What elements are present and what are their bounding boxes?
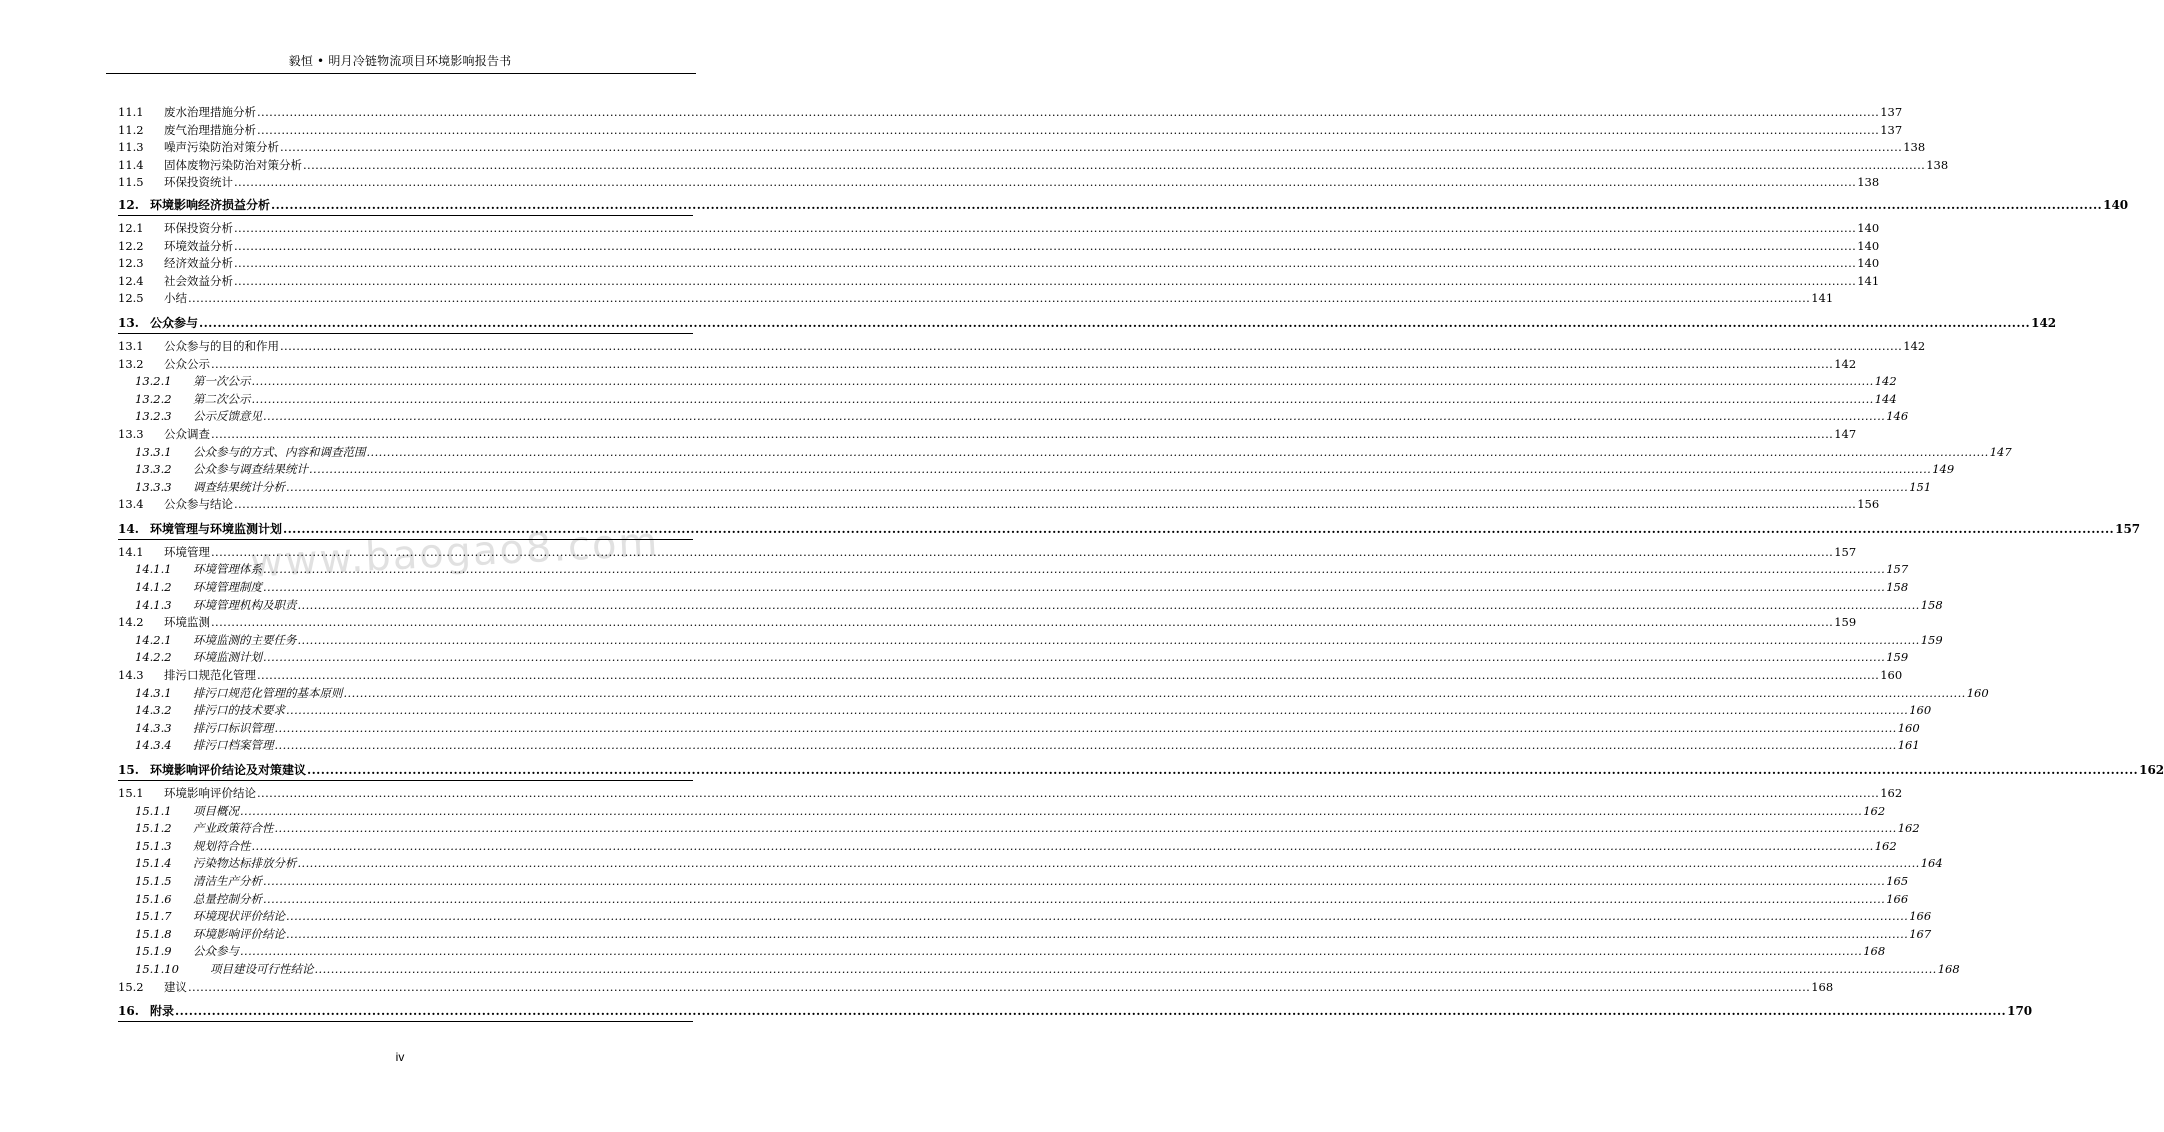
toc-dot-leader: ................................................................................................................................................................................................................................................................................................................................................................................................................: [314, 961, 1937, 976]
toc-entry-number: 13.1: [118, 338, 144, 353]
toc-entry-page: 159: [1886, 650, 1909, 665]
toc-entry-number: 15.1.4: [135, 856, 172, 871]
toc-entry[interactable]: [118, 139, 1926, 157]
toc-entry-page: 161: [1897, 738, 1920, 753]
toc-entry[interactable]: [118, 104, 1903, 122]
toc-entry-page: 162: [2139, 763, 2164, 777]
toc-entry[interactable]: [118, 979, 1834, 997]
toc-dot-leader: ................................................................................................................................................................................................................................................................................................................................................................................................................: [257, 122, 1880, 137]
toc-entry-number: 14.2.2: [135, 650, 172, 665]
toc-dot-leader: ................................................................................................................................................................................................................................................................................................................................................................................................................: [251, 374, 1874, 389]
toc-dot-leader: ................................................................................................................................................................................................................................................................................................................................................................................................................: [211, 544, 1834, 559]
page-number: iv: [395, 1050, 405, 1064]
toc-entry-page: 157: [1886, 562, 1909, 577]
toc-dot-leader: ................................................................................................................................................................................................................................................................................................................................................................................................................: [280, 338, 1903, 353]
toc-dot-leader: ................................................................................................................................................................................................................................................................................................................................................................................................................: [286, 703, 1909, 718]
toc-entry-title: 排污口规范化管理的基本原则: [193, 685, 343, 700]
toc-entry-title: 排污口档案管理: [193, 738, 274, 753]
toc-dot-leader: ................................................................................................................................................................................................................................................................................................................................................................................................................: [309, 462, 1932, 477]
toc-entry-title: 排污口规范化管理: [164, 668, 256, 683]
toc-entry[interactable]: [118, 926, 1932, 944]
toc-entry-title: 产业政策符合性: [193, 821, 274, 836]
toc-entry-page: 160: [1966, 685, 1989, 700]
toc-dot-leader: ................................................................................................................................................................................................................................................................................................................................................................................................................: [263, 409, 1886, 424]
toc-dot-leader: ................................................................................................................................................................................................................................................................................................................................................................................................................: [240, 803, 1863, 818]
toc-entry-title: 噪声污染防治对策分析: [164, 140, 279, 155]
toc-entry-page: 151: [1909, 479, 1932, 494]
toc-entry-page: 138: [1926, 157, 1949, 172]
toc-entry-number: 13.3: [118, 426, 144, 441]
toc-entry[interactable]: [118, 338, 1926, 356]
toc-entry[interactable]: [118, 873, 1909, 891]
toc-entry-page: 160: [1897, 720, 1920, 735]
toc-entry-title: 社会效益分析: [164, 273, 233, 288]
toc-entry-title: 调查结果统计分析: [193, 479, 285, 494]
toc-entry[interactable]: [118, 685, 1989, 703]
toc-dot-leader: ................................................................................................................................................................................................................................................................................................................................................................................................................: [286, 926, 1909, 941]
toc-dot-leader: ................................................................................................................................................................................................................................................................................................................................................................................................................: [234, 497, 1857, 512]
toc-entry-page: 167: [1909, 926, 1932, 941]
toc-entry-page: 137: [1880, 105, 1903, 119]
toc-dot-leader: ................................................................................................................................................................................................................................................................................................................................................................................................................: [251, 838, 1874, 853]
toc-entry-title: 环境影响评价结论: [164, 786, 256, 800]
toc-entry-number: 15.1.7: [135, 909, 172, 924]
toc-dot-leader: ................................................................................................................................................................................................................................................................................................................................................................................................................: [263, 562, 1886, 577]
toc-dot-leader: ................................................................................................................................................................................................................................................................................................................................................................................................................: [234, 256, 1857, 271]
toc-entry-number: 13.2: [118, 356, 144, 371]
toc-entry-title: 建议: [164, 979, 187, 994]
toc-entry-title: 环境管理体系: [193, 562, 262, 577]
toc-entry-title: 废气治理措施分析: [164, 122, 256, 137]
toc-entry-title: 环境监测计划: [193, 650, 262, 665]
toc-entry[interactable]: [118, 855, 1943, 873]
toc-entry-page: 168: [1811, 979, 1834, 994]
toc-entry-title: 环保投资分析: [164, 220, 233, 235]
toc-entry-title: 废水治理措施分析: [164, 105, 256, 119]
toc-entry[interactable]: [118, 373, 1897, 391]
toc-entry-number: 15.2: [118, 979, 144, 994]
toc-entry-number: 14.: [118, 521, 139, 536]
toc-entry-number: 12.2: [118, 238, 144, 253]
toc-entry-number: 15.1.9: [135, 944, 172, 959]
toc-entry[interactable]: [118, 561, 1909, 579]
toc-entry-number: 15.1.2: [135, 821, 172, 836]
toc-entry[interactable]: [118, 238, 1880, 256]
toc-entry[interactable]: [118, 122, 1903, 140]
toc-entry[interactable]: [118, 426, 1857, 444]
toc-entry-number: 16.: [118, 1004, 139, 1019]
toc-entry[interactable]: [118, 195, 2129, 216]
toc-entry-title: 公众参与: [193, 944, 239, 959]
toc-entry[interactable]: [118, 544, 1857, 562]
toc-entry[interactable]: [118, 1001, 2033, 1022]
toc-entry-number: 13.3.2: [135, 462, 172, 477]
toc-entry-number: 14.1.2: [135, 580, 172, 595]
toc-entry-page: 162: [1863, 803, 1886, 818]
toc-entry-number: 14.3.3: [135, 720, 172, 735]
toc-dot-leader: ................................................................................................................................................................................................................................................................................................................................................................................................................: [234, 220, 1857, 235]
toc-entry-title: 排污口标识管理: [193, 720, 274, 735]
toc-entry[interactable]: [118, 838, 1897, 856]
toc-dot-leader: ................................................................................................................................................................................................................................................................................................................................................................................................................: [343, 685, 1966, 700]
toc-entry-title: 环保投资统计: [164, 175, 233, 190]
toc-entry[interactable]: [118, 519, 2141, 540]
toc-dot-leader: ................................................................................................................................................................................................................................................................................................................................................................................................................: [234, 238, 1857, 253]
watermark: www.baogao8.com: [249, 519, 661, 587]
toc-entry-title: 第二次公示: [193, 391, 251, 406]
toc-dot-leader: ................................................................................................................................................................................................................................................................................................................................................................................................................: [307, 763, 2139, 777]
toc-entry-number: 14.2.1: [135, 632, 172, 647]
toc-entry-title: 公众调查: [164, 426, 210, 441]
toc-entry[interactable]: [118, 891, 1909, 909]
toc-entry-page: 147: [1834, 426, 1857, 441]
toc-entry[interactable]: [118, 273, 1880, 291]
toc-entry-title: 环境影响评价结论: [193, 926, 285, 941]
toc-dot-leader: ................................................................................................................................................................................................................................................................................................................................................................................................................: [240, 944, 1863, 959]
toc-dot-leader: ................................................................................................................................................................................................................................................................................................................................................................................................................: [234, 273, 1857, 288]
toc-entry[interactable]: [118, 313, 2057, 334]
toc-entry-number: 14.3: [118, 668, 144, 683]
toc-entry-page: 140: [1857, 256, 1880, 271]
toc-dot-leader: ................................................................................................................................................................................................................................................................................................................................................................................................................: [366, 444, 1989, 459]
toc-entry-number: 14.3.1: [135, 685, 172, 700]
toc-entry-page: 159: [1920, 632, 1943, 647]
page-header: 毅恒 • 明月冷链物流项目环境影响报告书: [288, 54, 512, 68]
toc-entry-number: 11.1: [118, 105, 144, 119]
toc-dot-leader: ................................................................................................................................................................................................................................................................................................................................................................................................................: [286, 909, 1909, 924]
toc-entry-title: 公众参与的目的和作用: [164, 338, 279, 353]
toc-entry-title: 环境管理机构及职责: [193, 597, 297, 612]
toc-entry-page: 141: [1857, 273, 1880, 288]
toc-entry-page: 142: [1874, 374, 1897, 389]
toc-dot-leader: ................................................................................................................................................................................................................................................................................................................................................................................................................: [297, 856, 1920, 871]
toc-entry[interactable]: [118, 479, 1932, 497]
toc-entry[interactable]: [118, 174, 1880, 192]
toc-entry-page: 170: [2007, 1004, 2033, 1019]
toc-entry[interactable]: [118, 820, 1920, 838]
toc-entry-number: 13.3.1: [135, 444, 172, 459]
toc-entry-number: 13.: [118, 315, 139, 330]
toc-entry-number: 14.3.4: [135, 738, 172, 753]
toc-entry-title: 项目建设可行性结论: [210, 961, 314, 976]
toc-dot-leader: ................................................................................................................................................................................................................................................................................................................................................................................................................: [188, 979, 1811, 994]
toc-dot-leader: ................................................................................................................................................................................................................................................................................................................................................................................................................: [257, 786, 1880, 800]
toc-entry-page: 140: [1857, 238, 1880, 253]
toc-entry-title: 公示反馈意见: [193, 409, 262, 424]
toc-dot-leader: ................................................................................................................................................................................................................................................................................................................................................................................................................: [199, 315, 2031, 330]
toc-entry-number: 15.: [118, 763, 139, 777]
toc-entry-page: 156: [1857, 497, 1880, 512]
toc-dot-leader: ................................................................................................................................................................................................................................................................................................................................................................................................................: [175, 1004, 2007, 1019]
toc-entry[interactable]: [118, 356, 1857, 374]
toc-dot-leader: ................................................................................................................................................................................................................................................................................................................................................................................................................: [263, 580, 1886, 595]
toc-entry[interactable]: [118, 649, 1909, 667]
toc-dot-leader: ................................................................................................................................................................................................................................................................................................................................................................................................................: [274, 738, 1897, 753]
toc-entry-page: 147: [1989, 444, 2012, 459]
toc-dot-leader: ................................................................................................................................................................................................................................................................................................................................................................................................................: [263, 873, 1886, 888]
toc-entry-title: 环境影响评价结论及对策建议: [150, 763, 307, 777]
toc-dot-leader: ................................................................................................................................................................................................................................................................................................................................................................................................................: [251, 391, 1874, 406]
toc-entry-number: 12.1: [118, 220, 144, 235]
toc-entry-number: 15.1.10: [135, 961, 179, 976]
toc-entry-page: 142: [1834, 356, 1857, 371]
toc-dot-leader: ................................................................................................................................................................................................................................................................................................................................................................................................................: [263, 891, 1886, 906]
toc-entry-title: 环境效益分析: [164, 238, 233, 253]
toc-entry-page: 162: [1880, 786, 1903, 800]
toc-entry[interactable]: [118, 408, 1909, 426]
toc-dot-leader: ................................................................................................................................................................................................................................................................................................................................................................................................................: [297, 597, 1920, 612]
toc-entry-number: 11.5: [118, 175, 144, 190]
toc-entry-number: 15.1.3: [135, 838, 172, 853]
toc-dot-leader: ................................................................................................................................................................................................................................................................................................................................................................................................................: [271, 197, 2103, 212]
toc-entry[interactable]: [118, 961, 1960, 979]
toc-entry-page: 164: [1920, 856, 1943, 871]
toc-entry-page: 157: [1834, 544, 1857, 559]
toc-entry-page: 141: [1811, 291, 1834, 306]
toc-entry-page: 160: [1909, 703, 1932, 718]
toc-entry-number: 15.1.1: [135, 803, 172, 818]
toc-dot-leader: ................................................................................................................................................................................................................................................................................................................................................................................................................: [257, 668, 1880, 683]
toc-entry-number: 13.2.2: [135, 391, 172, 406]
toc-entry[interactable]: [118, 908, 1932, 926]
toc-entry-title: 总量控制分析: [193, 891, 262, 906]
toc-entry-page: 137: [1880, 122, 1903, 137]
toc-entry-number: 13.3.3: [135, 479, 172, 494]
toc-entry-number: 14.2: [118, 615, 144, 630]
toc-dot-leader: ................................................................................................................................................................................................................................................................................................................................................................................................................: [283, 521, 2115, 536]
toc-dot-leader: ................................................................................................................................................................................................................................................................................................................................................................................................................: [211, 356, 1834, 371]
toc-dot-leader: ................................................................................................................................................................................................................................................................................................................................................................................................................: [188, 291, 1811, 306]
toc-entry-page: 166: [1909, 909, 1932, 924]
toc-dot-leader: ................................................................................................................................................................................................................................................................................................................................................................................................................: [303, 157, 1926, 172]
toc-entry-title: 环境管理: [164, 544, 210, 559]
toc-entry-page: 165: [1886, 873, 1909, 888]
toc-entry[interactable]: [118, 737, 1920, 755]
toc-entry[interactable]: [118, 667, 1903, 685]
toc-entry-number: 15.1: [118, 786, 144, 800]
toc-dot-leader: ................................................................................................................................................................................................................................................................................................................................................................................................................: [257, 105, 1880, 119]
toc-entry-title: 公众参与的方式、内容和调查范围: [193, 444, 366, 459]
toc-dot-leader: ................................................................................................................................................................................................................................................................................................................................................................................................................: [297, 632, 1920, 647]
toc-entry[interactable]: [118, 614, 1857, 632]
toc-entry-page: 140: [1857, 220, 1880, 235]
toc-entry-number: 14.1.3: [135, 597, 172, 612]
toc-entry[interactable]: [118, 785, 1903, 803]
toc-entry[interactable]: [118, 157, 1949, 175]
toc-entry-page: 159: [1834, 615, 1857, 630]
toc-entry[interactable]: [118, 444, 2012, 462]
toc-dot-leader: ................................................................................................................................................................................................................................................................................................................................................................................................................: [274, 720, 1897, 735]
toc-dot-leader: ................................................................................................................................................................................................................................................................................................................................................................................................................: [286, 479, 1909, 494]
toc-entry-title: 经济效益分析: [164, 256, 233, 271]
toc-entry-title: 环境管理制度: [193, 580, 262, 595]
toc-entry[interactable]: [118, 496, 1880, 514]
toc-dot-leader: ................................................................................................................................................................................................................................................................................................................................................................................................................: [211, 615, 1834, 630]
toc-entry-number: 15.1.5: [135, 873, 172, 888]
toc-entry[interactable]: [118, 461, 1955, 479]
toc-dot-leader: ................................................................................................................................................................................................................................................................................................................................................................................................................: [274, 821, 1897, 836]
toc-entry[interactable]: [118, 632, 1943, 650]
toc-entry-title: 规划符合性: [193, 838, 251, 853]
toc-entry-number: 14.3.2: [135, 703, 172, 718]
header-divider: [106, 73, 696, 74]
toc-entry-title: 环境监测: [164, 615, 210, 630]
toc-entry-title: 公众参与调查结果统计: [193, 462, 308, 477]
toc-entry-title: 环境影响经济损益分析: [150, 197, 271, 212]
toc-entry-title: 项目概况: [193, 803, 239, 818]
toc-entry-page: 149: [1932, 462, 1955, 477]
toc-entry-page: 144: [1874, 391, 1897, 406]
toc-entry-title: 污染物达标排放分析: [193, 856, 297, 871]
toc-entry-title: 公众公示: [164, 356, 210, 371]
toc-entry-title: 固体废物污染防治对策分析: [164, 157, 302, 172]
toc-entry-page: 166: [1886, 891, 1909, 906]
toc-entry-number: 11.4: [118, 157, 144, 172]
toc-entry-page: 142: [2031, 315, 2057, 330]
toc-entry-page: 168: [1863, 944, 1886, 959]
toc-entry-page: 168: [1937, 961, 1960, 976]
toc-entry-number: 11.3: [118, 140, 144, 155]
toc-entry-number: 12.4: [118, 273, 144, 288]
toc-entry-number: 13.2.1: [135, 374, 172, 389]
toc-entry[interactable]: [118, 803, 1886, 821]
toc-entry-title: 小结: [164, 291, 187, 306]
toc-entry-number: 15.1.8: [135, 926, 172, 941]
toc-entry-title: 排污口的技术要求: [193, 703, 285, 718]
toc-entry[interactable]: [118, 391, 1897, 409]
toc-dot-leader: ................................................................................................................................................................................................................................................................................................................................................................................................................: [234, 175, 1857, 190]
toc-entry-number: 11.2: [118, 122, 144, 137]
toc-entry-title: 公众参与: [150, 315, 199, 330]
toc-entry-page: 157: [2115, 521, 2141, 536]
toc-entry-number: 15.1.6: [135, 891, 172, 906]
toc-entry[interactable]: [118, 220, 1880, 238]
toc-dot-leader: ................................................................................................................................................................................................................................................................................................................................................................................................................: [211, 426, 1834, 441]
toc-entry-title: 附录: [150, 1004, 175, 1019]
toc-entry-title: 环境管理与环境监测计划: [150, 521, 283, 536]
toc-entry-page: 160: [1880, 668, 1903, 683]
toc-entry-page: 158: [1920, 597, 1943, 612]
toc-entry[interactable]: [118, 720, 1920, 738]
toc-entry[interactable]: [118, 579, 1909, 597]
toc-entry[interactable]: [118, 943, 1886, 961]
toc-entry-title: 公众参与结论: [164, 497, 233, 512]
toc-entry-page: 138: [1903, 140, 1926, 155]
toc-entry-page: 140: [2103, 197, 2129, 212]
toc-dot-leader: ................................................................................................................................................................................................................................................................................................................................................................................................................: [263, 650, 1886, 665]
toc-entry-title: 环境现状评价结论: [193, 909, 285, 924]
toc-entry-page: 162: [1874, 838, 1897, 853]
toc-entry-number: 12.5: [118, 291, 144, 306]
toc-entry-title: 清洁生产分析: [193, 873, 262, 888]
toc-entry[interactable]: [118, 597, 1943, 615]
toc-entry[interactable]: [118, 702, 1932, 720]
toc-entry-number: 14.1.1: [135, 562, 172, 577]
toc-entry-number: 12.3: [118, 256, 144, 271]
toc-entry-number: 13.4: [118, 497, 144, 512]
toc-entry[interactable]: [118, 255, 1880, 273]
toc-dot-leader: ................................................................................................................................................................................................................................................................................................................................................................................................................: [280, 140, 1903, 155]
toc-entry-page: 142: [1903, 338, 1926, 353]
toc-entry[interactable]: [118, 760, 2164, 781]
toc-entry-number: 12.: [118, 197, 139, 212]
toc-entry-page: 146: [1886, 409, 1909, 424]
toc-entry[interactable]: [118, 290, 1834, 308]
toc-entry-number: 13.2.3: [135, 409, 172, 424]
toc-entry-number: 14.1: [118, 544, 144, 559]
toc-entry-title: 环境监测的主要任务: [193, 632, 297, 647]
table-of-contents: [118, 104, 2164, 1026]
toc-entry-page: 162: [1897, 821, 1920, 836]
toc-entry-title: 第一次公示: [193, 374, 251, 389]
toc-entry-page: 158: [1886, 580, 1909, 595]
toc-entry-page: 138: [1857, 175, 1880, 190]
